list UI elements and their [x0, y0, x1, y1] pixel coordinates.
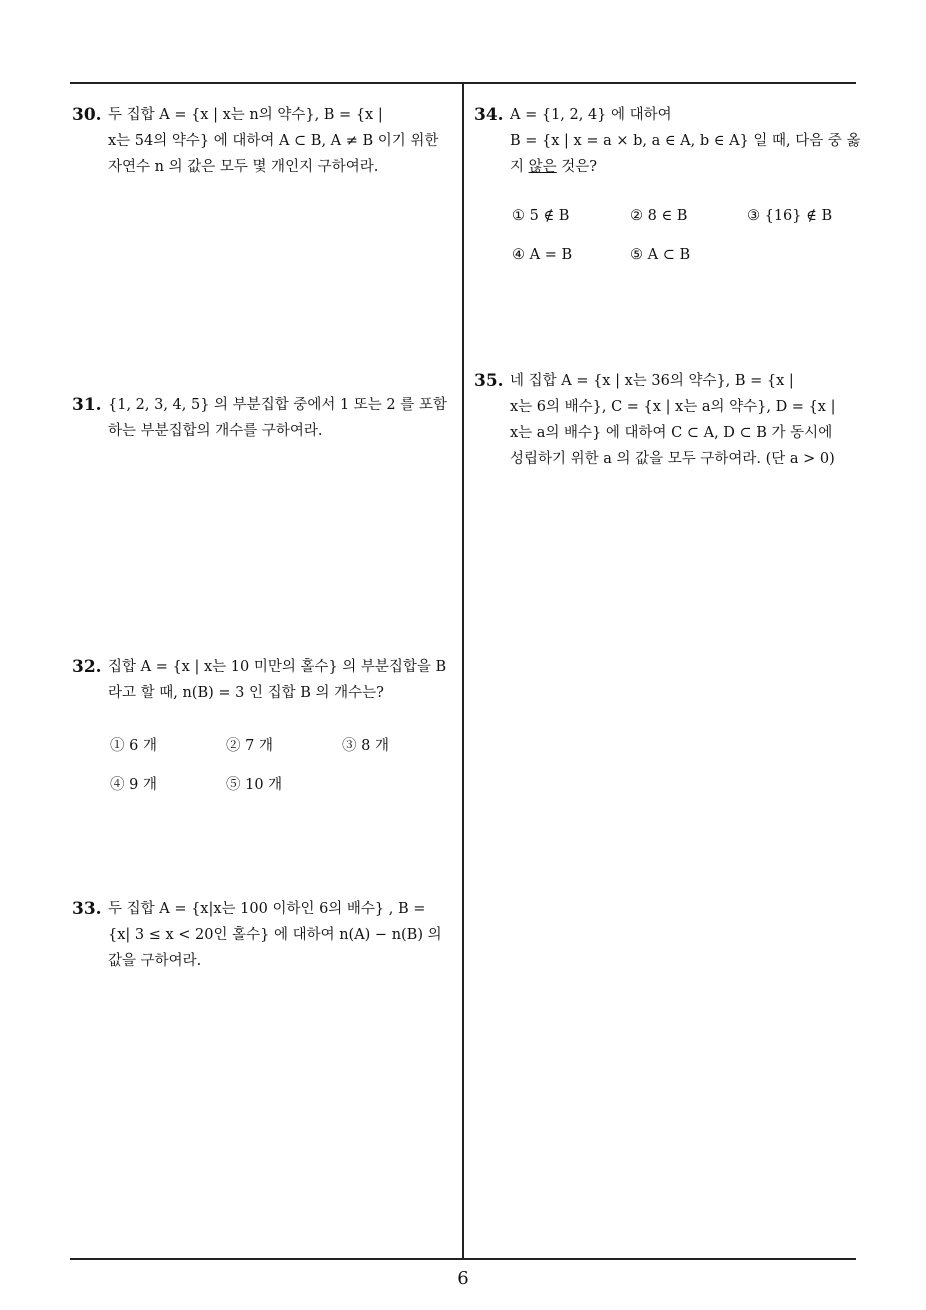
choice-3[interactable]: ③ {16} ∉ B [747, 208, 833, 224]
problem-number: 34. [474, 105, 504, 125]
column-divider [462, 82, 464, 1259]
line-prefix: 지 [510, 159, 529, 175]
problem-line: 네 집합 A = {x | x는 36의 약수}, B = {x | [510, 373, 794, 389]
bottom-rule [70, 1258, 856, 1260]
problem-line: B = {x | x = a × b, a ∈ A, b ∈ A} 일 때, 다음 중 옳 [510, 133, 861, 149]
problem-line: x는 a의 배수} 에 대하여 C ⊂ A, D ⊂ B 가 동시에 [510, 425, 833, 441]
problem-line: 자연수 n 의 값은 모두 몇 개인지 구하여라. [108, 159, 379, 175]
problem-line: {1, 2, 3, 4, 5} 의 부분집합 중에서 1 또는 2 를 포함 [108, 397, 447, 413]
problem-text [108, 392, 447, 444]
page-number: 6 [457, 1268, 469, 1289]
choice-3[interactable]: ③ 8 개 [342, 738, 389, 754]
problem-line: 집합 A = {x | x는 10 미만의 홀수} 의 부분집합을 B [108, 659, 447, 675]
problem-line: {x| 3 ≤ x < 20인 홀수} 에 대하여 n(A) − n(B) 의 [108, 927, 442, 943]
choice-5[interactable]: ⑤ 10 개 [226, 777, 283, 793]
problem-line: 두 집합 A = {x | x는 n의 약수}, B = {x | [108, 107, 383, 123]
choice-2[interactable]: ② 8 ∈ B [630, 208, 688, 224]
problem-number: 30. [72, 105, 102, 125]
choice-4[interactable]: ④ A = B [512, 247, 573, 263]
problem-line: x는 54의 약수} 에 대하여 A ⊂ B, A ≠ B 이기 위한 [108, 133, 439, 149]
problem-text [510, 368, 835, 472]
problem-line: 라고 할 때, n(B) = 3 인 집합 B 의 개수는? [108, 685, 384, 701]
problem-text [108, 896, 442, 974]
problem-number: 35. [474, 371, 504, 391]
choice-5[interactable]: ⑤ A ⊂ B [630, 247, 691, 263]
problem-line: x는 6의 배수}, C = {x | x는 a의 약수}, D = {x | [510, 399, 836, 415]
problem-text [510, 102, 861, 180]
problem-line: A = {1, 2, 4} 에 대하여 [510, 107, 672, 123]
problem-line: 성립하기 위한 a 의 값을 모두 구하여라. (단 a > 0) [510, 451, 835, 467]
problem-number: 31. [72, 395, 102, 415]
line-suffix: 것은? [556, 159, 598, 175]
problem-number: 33. [72, 899, 102, 919]
emphasis-underline: 않은 [528, 159, 557, 175]
problem-number: 32. [72, 657, 102, 677]
problem-line [510, 154, 861, 180]
problem-line: 값을 구하여라. [108, 953, 202, 969]
problem-line: 하는 부분집합의 개수를 구하여라. [108, 423, 323, 439]
choice-2[interactable]: ② 7 개 [226, 738, 273, 754]
choice-4[interactable]: ④ 9 개 [110, 777, 157, 793]
choice-1[interactable]: ① 5 ∉ B [512, 208, 570, 224]
problem-text [108, 654, 446, 706]
choice-1[interactable]: ① 6 개 [110, 738, 157, 754]
problem-line: 두 집합 A = {x|x는 100 이하인 6의 배수} , B = [108, 901, 426, 917]
problem-text [108, 102, 438, 180]
